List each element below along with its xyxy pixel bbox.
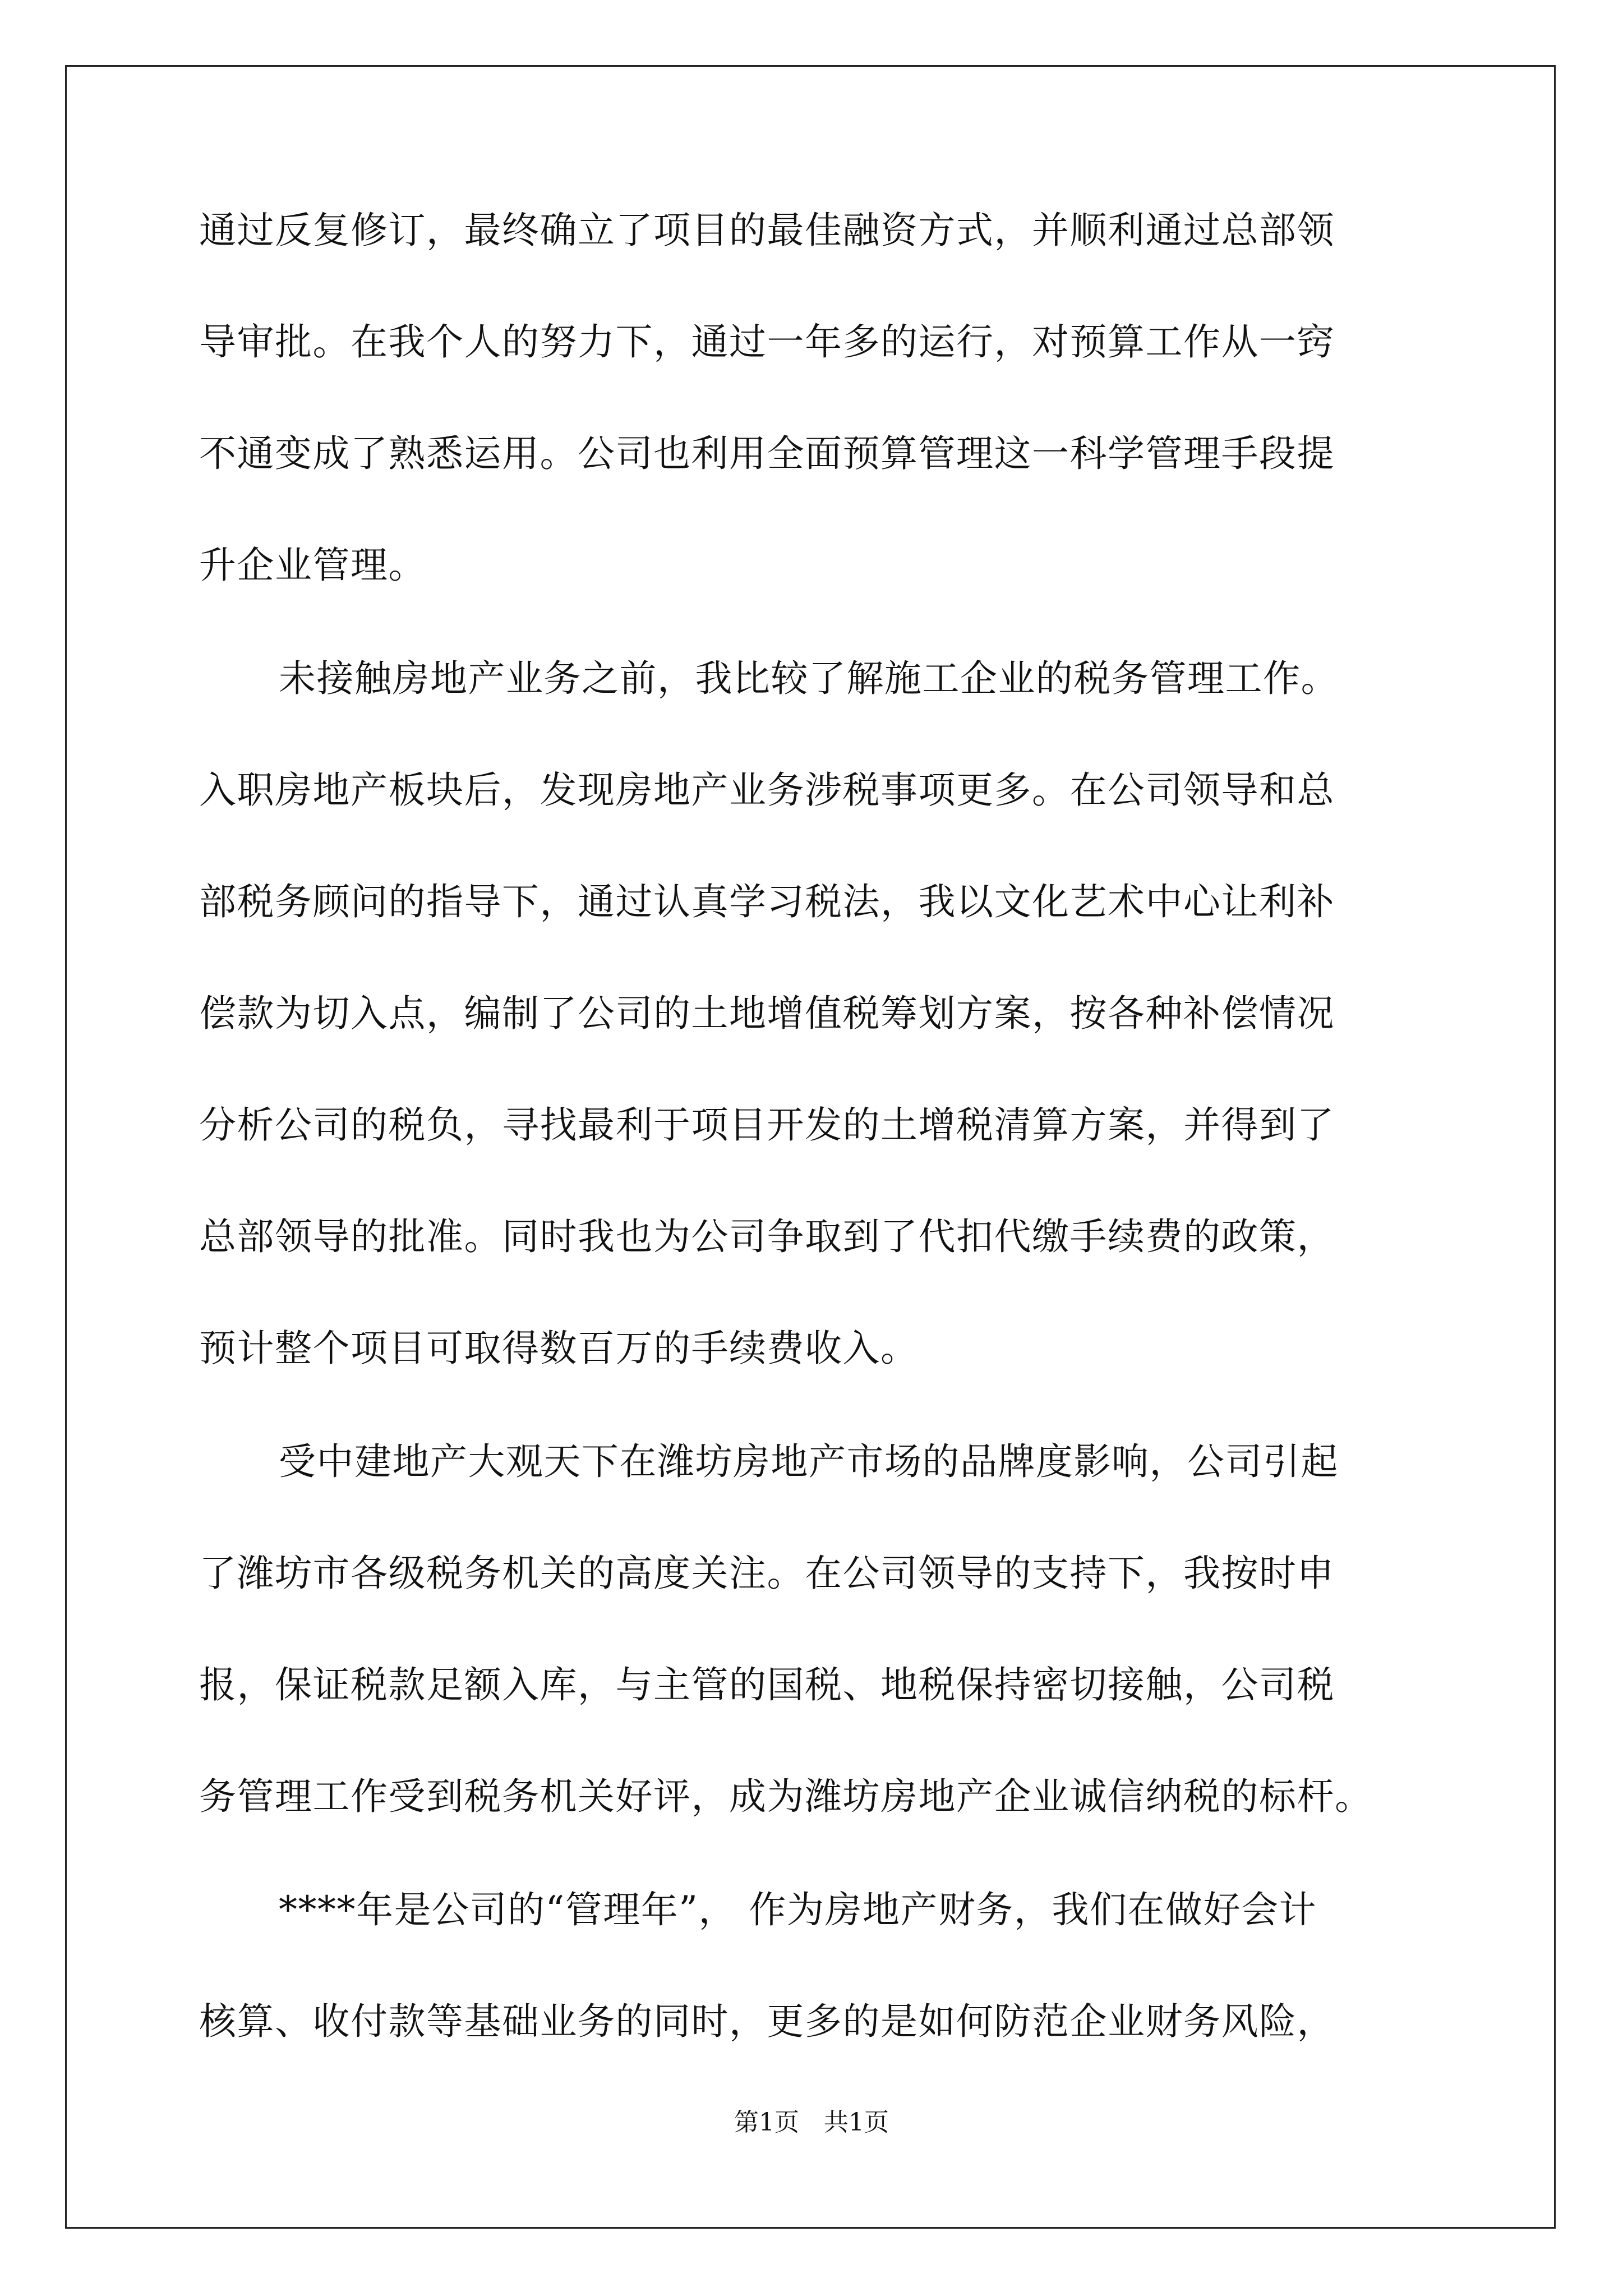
text-line: 不通变成了熟悉运用。公司也利用全面预算管理这一科学管理手段提 [199, 432, 1335, 475]
text-line: 分析公司的税负，寻找最利于项目开发的土增税清算方案，并得到了 [199, 1103, 1335, 1147]
text-line: 务管理工作受到税务机关好评，成为潍坊房地产企业诚信纳税的标杆。 [199, 1775, 1373, 1818]
text-line: 预计整个项目可取得数百万的手续费收入。 [199, 1327, 919, 1370]
text-line: 导审批。在我个人的努力下，通过一年多的运行，对预算工作从一窍 [199, 320, 1335, 364]
text-line: 总部领导的批准。同时我也为公司争取到了代扣代缴手续费的政策， [199, 1215, 1335, 1258]
paragraph-first-line: ****年是公司的“管理年”， 作为房地产财务，我们在做好会计 [279, 1888, 1317, 1931]
text-line: 核算、收付款等基础业务的同时，更多的是如何防范企业财务风险， [199, 2000, 1335, 2043]
page-footer: 第1页 共1页 [734, 2108, 889, 2137]
paragraph-first-line: 受中建地产大观天下在潍坊房地产市场的品牌度影响，公司引起 [279, 1440, 1339, 1483]
text-line: 升企业管理。 [199, 544, 426, 587]
paragraph-first-line: 未接触房地产业务之前，我比较了解施工企业的税务管理工作。 [279, 657, 1339, 700]
text-line: 了潍坊市各级税务机关的高度关注。在公司领导的支持下，我按时申 [199, 1552, 1335, 1595]
text-line: 通过反复修订，最终确立了项目的最佳融资方式，并顺利通过总部领 [199, 209, 1335, 252]
text-line: 入职房地产板块后，发现房地产业务涉税事项更多。在公司领导和总 [199, 769, 1335, 812]
text-line: 部税务顾问的指导下，通过认真学习税法，我以文化艺术中心让利补 [199, 880, 1335, 923]
text-line: 报，保证税款足额入库，与主管的国税、地税保持密切接触，公司税 [199, 1663, 1335, 1706]
text-line: 偿款为切入点，编制了公司的土地增值税筹划方案，按各种补偿情况 [199, 992, 1335, 1035]
document-body [199, 210, 1433, 2042]
